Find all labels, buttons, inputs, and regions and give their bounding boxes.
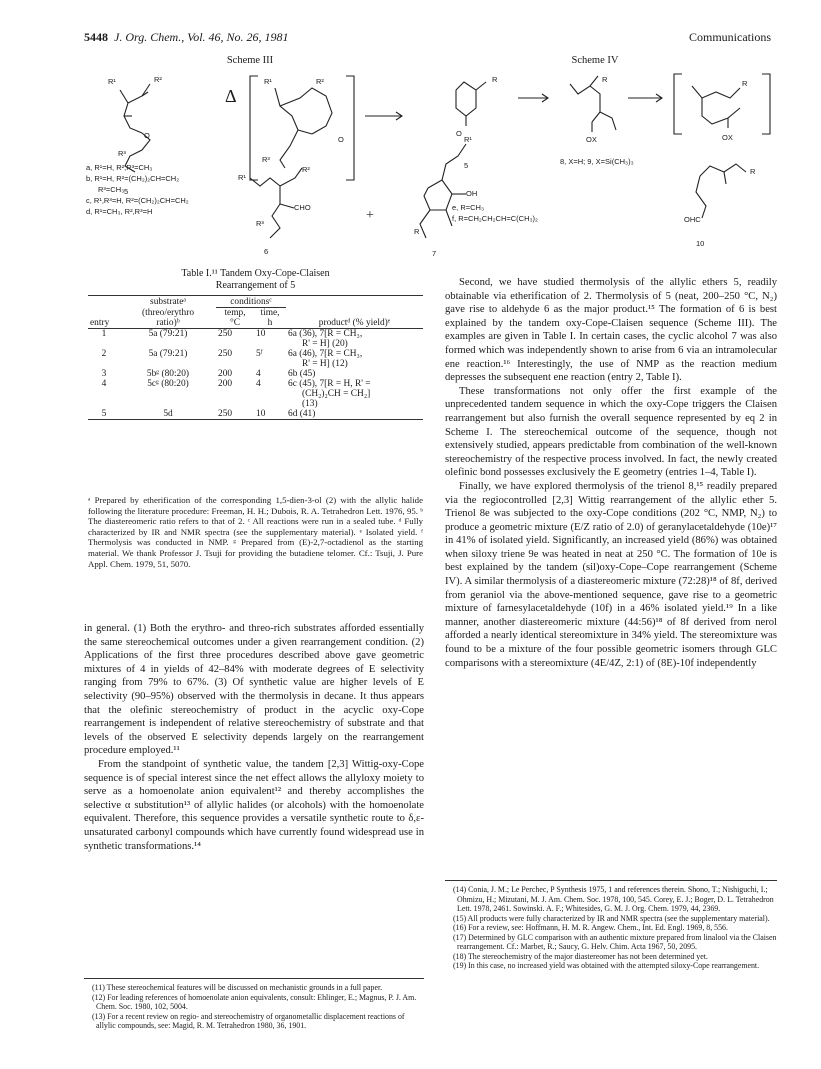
s4-r-label-1: R bbox=[492, 75, 498, 84]
product7-r-label: R bbox=[414, 227, 420, 236]
col-temp: temp, bbox=[224, 308, 246, 318]
scheme-4-definitions bbox=[452, 202, 538, 224]
s4-oxygen-label: O bbox=[456, 129, 462, 138]
row-entry: 2 bbox=[101, 349, 107, 359]
col-entry: entry bbox=[90, 318, 110, 328]
col-time: time, bbox=[260, 308, 280, 318]
definition-a: a, R¹=H, R²,R³=CH₃ bbox=[86, 163, 153, 172]
row-substrate: 5a (79:21) bbox=[148, 329, 188, 339]
results-table bbox=[88, 297, 423, 420]
footnote: (14) Conia, J. M.; Le Perchec, P Synthesis 1975, 1 and references therein. Shono, T.; Nishiguchi, I.; Ohmizu, H.; Mizutani, M. J. Am. Chem. Soc. 1978, 100, 545. Corey, E. J.; Boger, D. L. Tetrahedron Lett. 1978, 2461. Sowinski. A. F.; Whitesides, G. M. J. Org. Chem. 1979, 44, 2369. bbox=[453, 885, 774, 913]
col-ratio: ratio)ᵇ bbox=[156, 318, 180, 328]
col-product: productᵈ (% yield)ᵉ bbox=[318, 318, 391, 328]
oxygen-label: O bbox=[144, 131, 150, 140]
s4-ox-label-1: OX bbox=[586, 135, 597, 144]
col-conditions: conditionsᶜ bbox=[216, 297, 286, 308]
intermediate-oxygen-label: O bbox=[338, 135, 344, 144]
cho-label: CHO bbox=[294, 203, 311, 212]
paragraph: Second, we have studied thermolysis of the allylic ethers 5, readily obtainable via etherification of 2. Thermolysis of 5 (neat, 200–250 °C, N₂) gave rise to aldehyde 6 as the major product.¹⁵ The formation of 6 is best explained by the tandem oxy-Cope-Claisen sequence (Scheme III). The examples are given in Table I. In certain cases, the cyclic alcohol 7 was also formed which was independently shown to arise from 6 via an intramolecular ene reaction.¹⁶ Interestingly, the use of NMP as the reaction medium depresses the subsequent ene reaction (entry 2, Table I). bbox=[445, 277, 777, 384]
row-entry: 5 bbox=[101, 409, 107, 419]
journal-citation: J. Org. Chem., Vol. 46, No. 26, 1981 bbox=[114, 30, 289, 44]
row-temp: 200 bbox=[218, 379, 233, 389]
r1-label: R¹ bbox=[108, 77, 116, 86]
right-column-text bbox=[445, 276, 777, 670]
row-temp: 200 bbox=[218, 369, 233, 379]
row-product-line1: 6c (45), 7[R = H, R' = bbox=[288, 379, 371, 389]
footnotes-right bbox=[445, 885, 777, 971]
row-product-line2: R' = H] (12) bbox=[302, 359, 348, 369]
col-time-unit: h bbox=[267, 318, 273, 328]
paragraph: These transformations not only offer the first example of the unprecedented tandem sequence in which the oxy-Cope triggers the Claisen rearrangement but also furnish the overall sequence represented by eq 2 in Scheme I. The stereochemical outcome of the sequence, though not extensively studied, appears predictable from combination of the well-known stereochemistry of the respective process involved. In fact, the newly created olefinic bond possesses exclusively the E geometry (entries 1–4, Table I). bbox=[445, 385, 777, 479]
paragraph: From the standpoint of synthetic value, the tandem [2,3] Wittig-oxy-Cope sequence is of special interest since the net effect allows the allyloxy moiety to serve as a homoenolate anion equivalent¹² and thereby accomplishes the selective α substitution¹³ of allylic halides (or alcohols) with the homoenolate equivalent. Therefore, this sequence provides a versatile synthetic route to δ,ε-unsaturated carbonyl compounds which have currently found widespread use in synthetic transformations.¹⁴ bbox=[84, 758, 424, 852]
intermediate-r1-label: R¹ bbox=[264, 77, 272, 86]
row-temp: 250 bbox=[218, 349, 233, 359]
product6-r3-label: R³ bbox=[256, 219, 264, 228]
row-entry: 4 bbox=[101, 379, 107, 389]
s4-r-label-2: R bbox=[602, 75, 608, 84]
row-substrate: 5bᵍ (80:20) bbox=[146, 369, 190, 379]
table-row bbox=[88, 409, 423, 420]
s4-compound-5-label: 5 bbox=[464, 161, 469, 170]
row-product-line2: (CH₂)₂CH = CH₂] bbox=[302, 389, 371, 399]
s4-ohc-label: OHC bbox=[684, 215, 701, 224]
s4-r-label-3: R bbox=[742, 79, 748, 88]
row-substrate: 5cᵍ (80:20) bbox=[147, 379, 189, 389]
paragraph: in general. (1) Both the erythro- and threo-rich substrates afforded essentially the same stereochemical outcomes under a given rearrangement condition. (2) Applications of the first three procedures described above gave geometric mixtures of 4 in yields of 42–84% with moderate degrees of E selectivity ranging from 79% to 67%. (3) Of synthetic value are higher levels of E selectivity (90–95%) observed with the thermolysis in decane. It thus appears that the olefinic stereochemistry of product in the acyclic oxy-Cope rearrangement is independent of relative stereochemistry of substrate and that levels of the observed E selectivity depends largely on the rearrangement procedure employed.¹¹ bbox=[84, 623, 424, 757]
definition-c: c, R¹,R³=H, R²=(CH₂)₂CH=CH₂ bbox=[86, 196, 189, 205]
scheme-4-title: Scheme IV bbox=[571, 55, 619, 66]
s4-compound-10-label: 10 bbox=[696, 239, 705, 248]
scheme-3-title: Scheme III bbox=[226, 55, 274, 66]
row-time: 4 bbox=[256, 379, 261, 389]
product6-r1-label: R¹ bbox=[238, 173, 246, 182]
r2-label: R² bbox=[154, 75, 162, 84]
row-time: 10 bbox=[256, 409, 266, 419]
table-row bbox=[88, 379, 423, 409]
row-product bbox=[286, 349, 423, 369]
intermediate-r3-label: R³ bbox=[262, 155, 270, 164]
definition-e: e, R=CH₃ bbox=[452, 203, 485, 212]
page-number: 5448 bbox=[84, 30, 108, 44]
row-temp: 250 bbox=[218, 409, 233, 419]
compound-6-label: 6 bbox=[264, 247, 269, 256]
row-product: 6d (41) bbox=[288, 409, 316, 419]
table-header-row bbox=[88, 297, 423, 308]
row-entry: 3 bbox=[101, 369, 107, 379]
col-substrate: substrateᵃ bbox=[150, 297, 186, 307]
left-column-text bbox=[84, 622, 424, 853]
row-time: 10 bbox=[256, 329, 266, 339]
row-time: 4 bbox=[256, 369, 261, 379]
footnote: (16) For a review, see: Hoffmann, H. M. R. Angew. Chem., Int. Ed. Engl. 1969, 8, 556. bbox=[453, 923, 728, 932]
product6-r2-label: R² bbox=[302, 165, 310, 174]
row-product bbox=[286, 379, 423, 409]
table-footnotes: ᵃ Prepared by etherification of the corresponding 1,5-dien-3-ol (2) with the allylic halide following the literature procedure: Freeman, H. H.; Dubois, R. A. Tetrahedron Lett. 1976, 95. ᵇ The diastereomeric ratio refers to that of 2. ᶜ All reactions were run in a sealed tube. ᵈ Fully characterized by IR and NMR spectra (see the supplementary material). ᵉ Isolated yield. ᶠ Thermolysis was conducted in NMP. ᵍ Prepared from (E)-2,7-octadienol as the starting material. We thank Professor J. Tsuji for providing the butadiene telomer. Cf.: Tsuji, J. Pure Appl. Chem. 1979, 51, 5070. bbox=[88, 495, 423, 569]
row-substrate: 5a (79:21) bbox=[148, 349, 188, 359]
footnote: (18) The stereochemistry of the major diastereomer has not been determined yet. bbox=[453, 951, 708, 961]
compound-5-label: 5 bbox=[124, 187, 129, 196]
table-title-line2: Rearrangement of 5 bbox=[215, 280, 296, 291]
footnote-rule-left bbox=[84, 978, 424, 979]
row-entry: 1 bbox=[101, 329, 107, 339]
table-row bbox=[88, 369, 423, 379]
product7-r1-label: R¹ bbox=[464, 135, 472, 144]
intermediate-r2-label: R² bbox=[316, 77, 324, 86]
footnote: (15) All products were fully characterized by IR and NMR spectra (see the supplementary material). bbox=[453, 913, 770, 923]
plus-sign: + bbox=[366, 208, 374, 223]
definition-b: b, R¹=H, R²=(CH₂)₂CH=CH₂ bbox=[86, 174, 180, 183]
footnote: (17) Determined by GLC comparison with an authentic mixture prepared from linalool via the Claisen rearrangement. Cf.: Marbet, R.; Saucy, G. Helv. Chim. Acta 1967, 50, 2095. bbox=[453, 932, 777, 951]
row-time: 5ᶠ bbox=[256, 349, 263, 359]
table-row bbox=[88, 349, 423, 369]
scheme-4-definition-1: 8, X=H; 9, X=Si(CH₃)₃ bbox=[560, 157, 634, 166]
definition-d: d, R¹=CH₃, R²,R³=H bbox=[86, 207, 153, 216]
oh-label: OH bbox=[466, 189, 478, 198]
row-temp: 250 bbox=[218, 329, 233, 339]
definition-f: f, R=CH₂CH₂CH=C(CH₃)₂ bbox=[452, 214, 538, 223]
row-substrate: 5d bbox=[163, 409, 173, 419]
footnotes-left bbox=[84, 983, 424, 1031]
footnote: (12) For leading references of homoenolate anion equivalents, consult: Ehlinger, E.; Magnus, P. J. Am. Chem. Soc. 1980, 102, 5004. bbox=[92, 992, 417, 1011]
scheme-3-definitions bbox=[86, 162, 189, 217]
heat-delta: Δ bbox=[225, 86, 237, 106]
footnote: (13) For a recent review on regio- and stereochemistry of organometallic displacement reactions of allylic compounds, see: Magid, R. M. Tetrahedron 1980, 36, 1901. bbox=[92, 1011, 405, 1030]
s4-r-label-4: R bbox=[750, 167, 756, 176]
r3-label: R³ bbox=[118, 149, 126, 158]
section-name: Communications bbox=[689, 30, 771, 44]
row-product-line1: 6a (46), 7[R = CH₃, bbox=[288, 349, 363, 359]
col-temp-unit: °C bbox=[229, 318, 240, 328]
table-row bbox=[88, 329, 423, 350]
table-title bbox=[88, 268, 423, 292]
row-product: 6b (45) bbox=[288, 369, 316, 379]
footnote: (19) In this case, no increased yield was obtained with the attempted siloxy-Cope rearrangement. bbox=[453, 961, 760, 970]
compound-7-label: 7 bbox=[432, 249, 437, 258]
col-threo: (threo/erythro bbox=[141, 307, 195, 318]
footnote: (11) These stereochemical features will be discussed on mechanistic grounds in a full paper. bbox=[92, 983, 383, 992]
row-product-line3: (13) bbox=[302, 399, 318, 409]
s4-ox-label-2: OX bbox=[722, 133, 733, 142]
table-top-rule bbox=[88, 295, 423, 296]
row-product-line2: R' = H] (20) bbox=[302, 339, 348, 349]
paragraph: Finally, we have explored thermolysis of the trienol 8,¹⁵ readily prepared via the regiocontrolled [2,3] Wittig rearrangement of the allylic ether 5. Trienol 8e was subjected to the oxy-Cope conditions (202 °C, NMP, N₂) to produce a geometric mixture (E/Z ratio of 2.0) of geranylacetaldehyde (10e)¹⁷ in 41% of isolated yield. Significantly, an increased yield (86%) was obtained when siloxy triene 9e was heated in neat at 250 °C. The formation of 10e is best explained by the tandem (sil)oxy-Cope–Cope rearrangement (Scheme IV). A similar thermolysis of a diastereomeric mixture (72:28)¹⁸ of 8f, derived from geraniol via the above-mentioned sequence, gave rise to a geometric mixture of farnesylacetaldehyde (10f) in a 46% isolated yield.¹⁹ In a like manner, another diastereomeric mixture (44:56)¹⁸ of 8f derived from nerol afforded a nearly identical stereomixture in 34% yield. The stereomixture was found to be a mixture of the four possible geometric isomers through GLC comparisons with a stereomixture (4E/4Z, 2:1) of (8E)-10f independently bbox=[445, 480, 777, 669]
definition-b-cont: R³=CH₃ bbox=[98, 185, 125, 194]
running-header bbox=[84, 30, 289, 45]
footnote-rule-right bbox=[445, 880, 777, 881]
row-product-line1: 6a (36), 7[R = CH₃, bbox=[288, 329, 363, 339]
table-title-line1: Table I.¹¹ Tandem Oxy-Cope-Claisen bbox=[181, 268, 330, 279]
row-product bbox=[286, 329, 423, 350]
